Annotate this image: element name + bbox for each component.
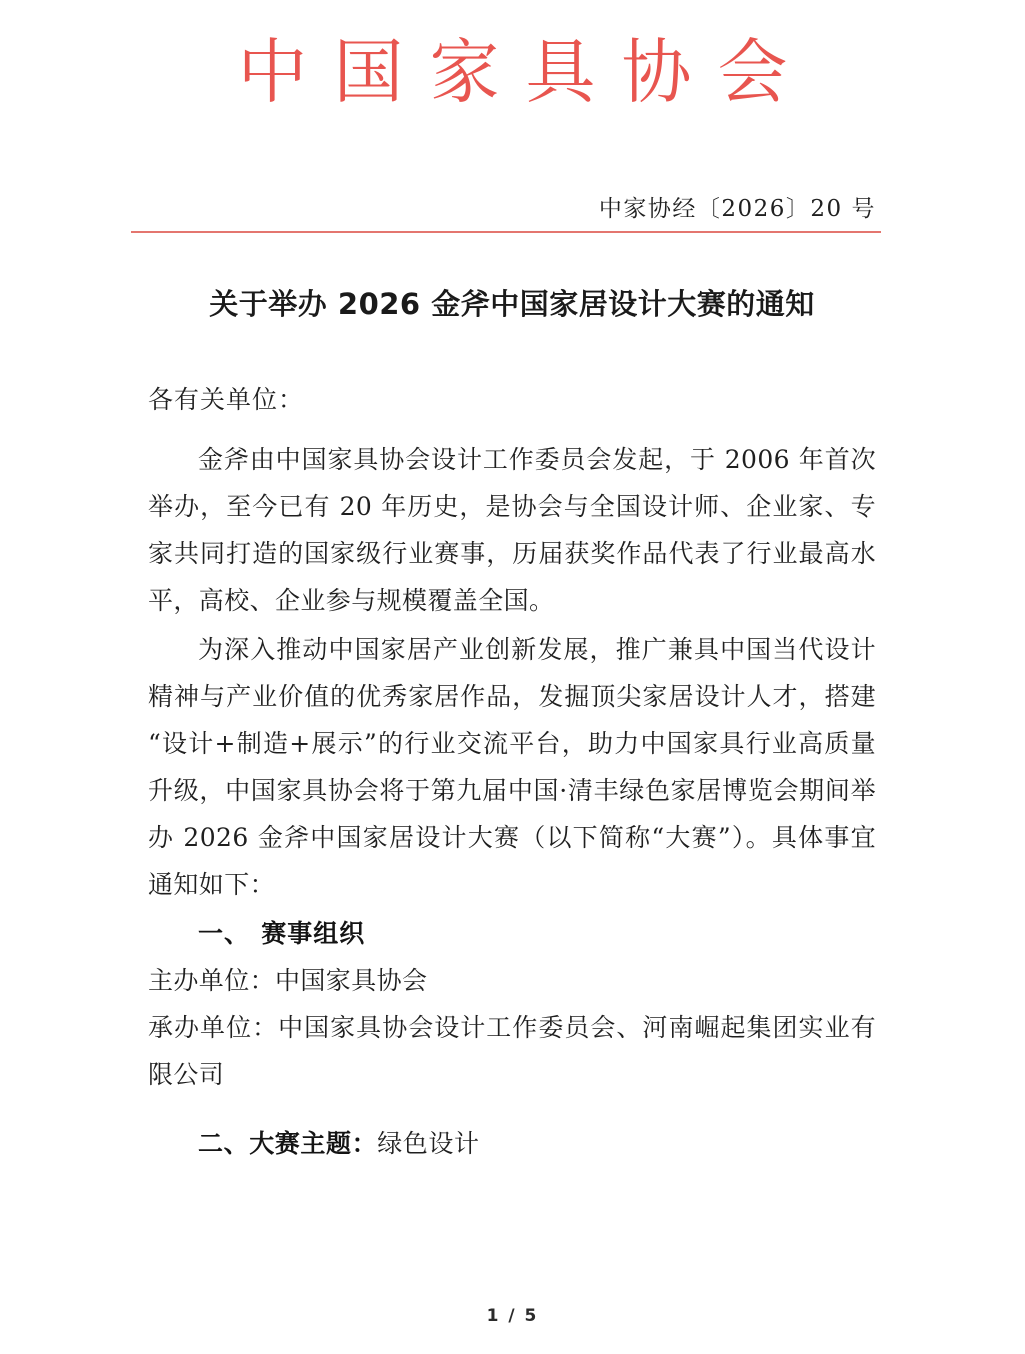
salutation: 各有关单位：	[148, 385, 305, 415]
section-1-number: 一、	[198, 919, 251, 949]
co-organizer-line: 承办单位：中国家具协会设计工作委员会、河南崛起集团实业有限公司	[148, 1013, 876, 1090]
organizer-line: 主办单位：中国家具协会	[148, 966, 428, 996]
document-number-row	[148, 190, 876, 223]
organization-name: 中国家具协会	[237, 31, 814, 113]
body-paragraph-2: 为深入推动中国家居产业创新发展，推广兼具中国当代设计精神与产业价值的优秀家居作品，发掘顶尖家居设计人才，搭建“设计+制造+展示”的行业交流平台，助力中国家具行业高质量升级，中国家具协会将于第九届中国·清丰绿色家居博览会期间举办 2026 金斧中国家居设计大赛（以下简称“大赛”）。具体事宜通知如下：	[148, 635, 876, 900]
letterhead-divider-rule	[131, 231, 881, 233]
section-heading-1	[148, 910, 876, 957]
page-title: 关于举办 2026 金斧中国家居设计大赛的通知	[209, 287, 815, 321]
section-2-value: 绿色设计	[377, 1129, 480, 1159]
section-2-label: 二、大赛主题：	[198, 1129, 378, 1159]
page-footer	[0, 1306, 1025, 1326]
document-body	[148, 283, 876, 1167]
document-number: 中家协经〔2026〕20 号	[598, 196, 876, 222]
section-1-title: 赛事组织	[261, 919, 366, 949]
page-number: 1 / 5	[486, 1306, 539, 1326]
section-heading-2	[148, 1120, 876, 1167]
letterhead	[0, 31, 1025, 113]
body-paragraph-1: 金斧由中国家具协会设计工作委员会发起，于 2006 年首次举办，至今已有 20 年历史，是协会与全国设计师、企业家、专家共同打造的国家级行业赛事，历届获奖作品代表了行业最高水平，高校、企业参与规模覆盖全国。	[148, 445, 876, 616]
